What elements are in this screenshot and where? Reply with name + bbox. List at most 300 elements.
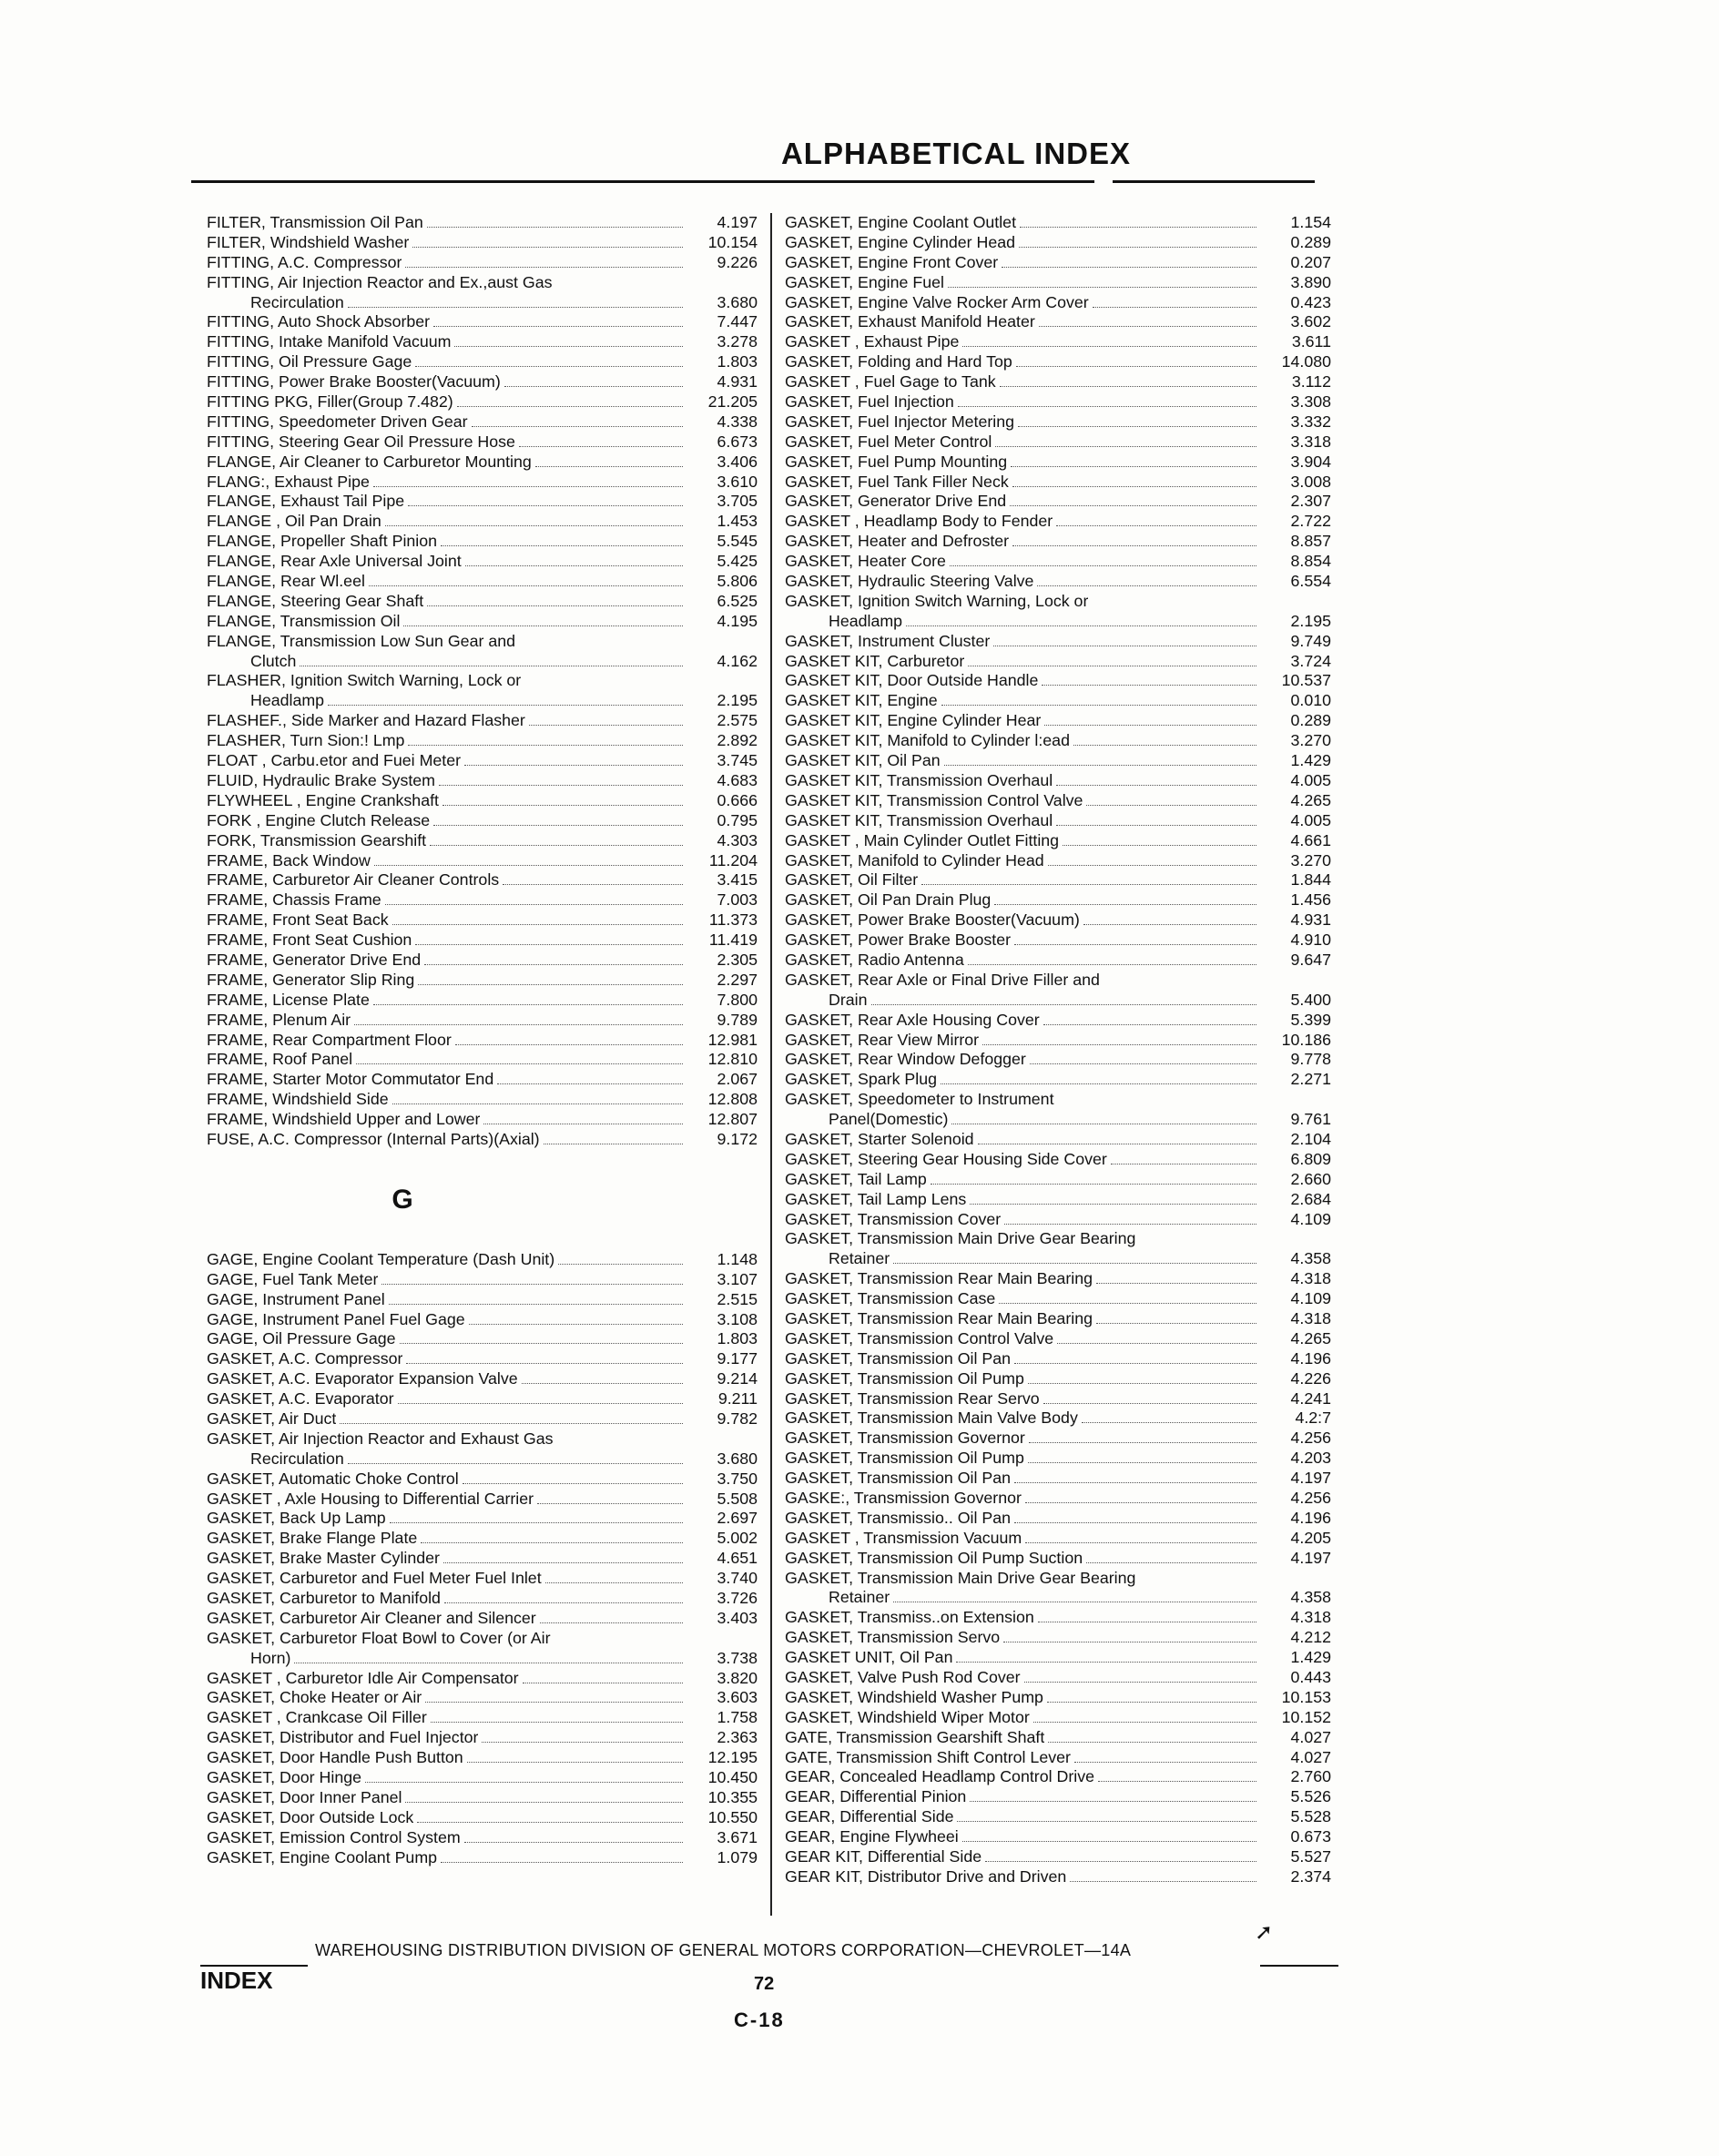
entry-number: 3.890	[1290, 272, 1331, 291]
entry-name: Clutch	[250, 651, 297, 670]
entry-number: 4.651	[717, 1549, 758, 1568]
dot-leader	[406, 1363, 683, 1364]
footer-rule-right	[1260, 1965, 1338, 1967]
entry-number: 2.067	[717, 1070, 758, 1089]
dot-leader	[1044, 725, 1256, 726]
index-entry	[207, 951, 758, 971]
entry-name: FUSE, A.C. Compressor (Internal Parts)(Axial)	[207, 1129, 540, 1148]
index-entry	[785, 1289, 1331, 1309]
dot-leader	[1012, 545, 1256, 546]
index-entry	[207, 233, 758, 253]
dot-leader	[950, 565, 1256, 566]
entry-number: 14.080	[1281, 352, 1331, 371]
entry-name: GASKET, Speedometer to Instrument	[785, 1090, 1054, 1109]
dot-leader	[1037, 585, 1256, 586]
index-entry	[207, 473, 758, 493]
entry-number: 5.806	[717, 572, 758, 591]
dot-leader	[970, 1801, 1256, 1802]
entry-name: GASKET, Fuel Injection	[785, 392, 954, 412]
entry-name: GASKET, Carburetor to Manifold	[207, 1589, 441, 1607]
index-entry	[785, 332, 1331, 352]
index-entry	[207, 1389, 758, 1409]
entry-name: FRAME, Generator Drive End	[207, 950, 422, 969]
index-entry	[785, 1489, 1331, 1509]
entry-name: GASKET, Door Hinge	[207, 1768, 361, 1787]
index-entry	[785, 1708, 1331, 1728]
entry-name: GASKET KIT, Transmission Overhaul	[785, 770, 1053, 789]
entry-number: 11.204	[708, 850, 758, 870]
dot-leader	[390, 1522, 683, 1523]
index-entry	[207, 332, 758, 352]
index-entry	[785, 1150, 1331, 1170]
dot-leader	[400, 1343, 683, 1344]
dot-leader	[365, 1782, 683, 1783]
entry-name: GASKET, Fuel Tank Filler Neck	[785, 472, 1009, 491]
title-rule-right	[1113, 180, 1315, 183]
entry-name: FITTING, Power Brake Booster(Vacuum)	[207, 372, 501, 392]
index-entry	[207, 1688, 758, 1708]
entry-name: FRAME, Windshield Upper and Lower	[207, 1110, 481, 1129]
entry-number: 3.740	[717, 1569, 758, 1588]
entry-number: 4.196	[1290, 1508, 1331, 1527]
entry-number: 4.027	[1290, 1727, 1331, 1746]
entry-name: GASKET, Rear View Mirror	[785, 1030, 980, 1049]
index-entry	[785, 1648, 1331, 1668]
index-entry	[785, 1409, 1331, 1429]
entry-number: 1.079	[717, 1847, 758, 1866]
index-entry	[207, 1349, 758, 1369]
index-entry	[785, 392, 1331, 412]
entry-number: 9.782	[717, 1409, 758, 1428]
index-entry	[207, 453, 758, 473]
entry-number: 3.107	[717, 1269, 758, 1288]
index-entry	[785, 352, 1331, 372]
entry-number: 4.358	[1290, 1588, 1331, 1607]
entry-name: GASKET KIT, Manifold to Cylinder l:ead	[785, 731, 1070, 750]
entry-number: 3.332	[1290, 412, 1331, 431]
entry-number: 10.154	[707, 232, 758, 251]
index-entry	[785, 492, 1331, 512]
entry-name: GAGE, Instrument Panel	[207, 1289, 385, 1308]
dot-leader	[412, 247, 683, 248]
dot-leader	[1011, 466, 1256, 467]
dot-leader	[497, 1083, 683, 1084]
entry-name: FLANGE , Oil Pan Drain	[207, 512, 381, 531]
entry-name: GEAR, Differential Side	[785, 1807, 954, 1826]
dot-leader	[418, 984, 683, 985]
entry-number: 4.318	[1290, 1269, 1331, 1288]
entry-number: 4.195	[717, 611, 758, 630]
dot-leader	[545, 1582, 683, 1583]
entry-number: 3.403	[717, 1608, 758, 1627]
entry-name: GASKET, Carburetor and Fuel Meter Fuel Inlet	[207, 1569, 542, 1588]
index-entry	[207, 1050, 758, 1070]
index-entry	[785, 1588, 1331, 1608]
entry-number: 4.027	[1290, 1747, 1331, 1766]
entry-name: GASKET, Automatic Choke Control	[207, 1469, 459, 1488]
entry-number: 9.211	[717, 1389, 758, 1409]
dot-leader	[467, 1762, 683, 1763]
dot-leader	[369, 585, 683, 586]
index-entry	[785, 632, 1331, 652]
entry-number: 10.537	[1281, 671, 1331, 690]
entry-number: 4.212	[1290, 1628, 1331, 1647]
entry-number: 2.271	[1290, 1070, 1331, 1089]
index-entry	[207, 1031, 758, 1051]
index-entry	[785, 1130, 1331, 1150]
entry-number: 0.423	[1290, 292, 1331, 311]
entry-number: 4.203	[1290, 1449, 1331, 1468]
dot-leader	[1014, 944, 1256, 945]
index-entry	[207, 652, 758, 672]
index-entry	[207, 1449, 758, 1470]
entry-name: GEAR, Engine Flywheei	[785, 1827, 959, 1846]
entry-number: 1.456	[1290, 890, 1331, 910]
index-list-g	[207, 1250, 758, 1868]
entry-number: 4.338	[717, 412, 758, 431]
entry-name: GASKET, Instrument Cluster	[785, 631, 991, 650]
entry-name: FILTER, Windshield Washer	[207, 232, 410, 251]
entry-number: 4.256	[1290, 1429, 1331, 1448]
entry-name: GASKET, Windshield Wiper Motor	[785, 1707, 1030, 1726]
entry-number: 1.803	[717, 1329, 758, 1348]
entry-name: FLYWHEEL , Engine Crankshaft	[207, 790, 439, 809]
page-title: ALPHABETICAL INDEX	[780, 137, 1132, 170]
entry-name: GASKET, Fuel Meter Control	[785, 432, 992, 451]
entry-number: 3.726	[717, 1589, 758, 1607]
index-entry	[785, 1469, 1331, 1489]
dot-leader	[1030, 1063, 1256, 1064]
dot-leader	[441, 545, 683, 546]
entry-name: GASKET , Exhaust Pipe	[785, 332, 960, 351]
dot-leader	[415, 944, 683, 945]
entry-name: GASKET, Engine Coolant Outlet	[785, 213, 1017, 231]
entry-number: 12.807	[707, 1110, 758, 1129]
dot-leader	[1048, 865, 1256, 866]
entry-number: 8.857	[1290, 532, 1331, 551]
index-entry	[207, 671, 758, 691]
entry-name: Recirculation	[250, 1449, 344, 1468]
entry-number: 0.010	[1290, 691, 1331, 710]
entry-number: 0.207	[1290, 252, 1331, 271]
entry-name: FITTING, Steering Gear Oil Pressure Hose	[207, 432, 515, 451]
dot-leader	[348, 307, 683, 308]
index-entry	[785, 991, 1331, 1011]
entry-name: GASKET , Headlamp Body to Fender	[785, 512, 1053, 531]
entry-number: 3.278	[717, 332, 758, 351]
entry-number: 5.508	[717, 1489, 758, 1508]
entry-number: 3.270	[1290, 731, 1331, 750]
index-entry	[207, 1429, 758, 1449]
index-entry	[207, 1270, 758, 1290]
dot-leader	[962, 1841, 1256, 1842]
index-entry	[785, 1031, 1331, 1051]
entry-number: 21.205	[707, 392, 758, 412]
entry-number: 2.374	[1290, 1866, 1331, 1886]
entry-name: GASKET, Tail Lamp Lens	[785, 1189, 967, 1208]
entry-name: GASKET , Crankcase Oil Filler	[207, 1708, 427, 1727]
entry-number: 4.109	[1290, 1209, 1331, 1228]
index-entry	[207, 1490, 758, 1510]
entry-name: GASKET, Radio Antenna	[785, 950, 964, 969]
index-entry	[207, 253, 758, 273]
dot-leader	[1096, 1323, 1256, 1324]
dot-leader	[1000, 386, 1256, 387]
entry-name: GASKET, Engine Coolant Pump	[207, 1847, 438, 1866]
index-entry	[785, 1210, 1331, 1230]
entry-name: FITTING PKG, Filler(Group 7.482)	[207, 392, 453, 412]
index-entry	[207, 870, 758, 890]
dot-leader	[519, 446, 683, 447]
entry-name: GASKET, Engine Valve Rocker Arm Cover	[785, 292, 1089, 311]
index-entry	[207, 372, 758, 392]
entry-name: FRAME, Plenum Air	[207, 1010, 351, 1029]
entry-name: GASKET, Power Brake Booster	[785, 931, 1012, 950]
dot-leader	[1012, 486, 1256, 487]
entry-number: 12.810	[707, 1050, 758, 1069]
entry-number: 4.931	[1290, 910, 1331, 930]
dot-leader	[1028, 1462, 1256, 1463]
index-entry	[207, 890, 758, 910]
dot-leader	[931, 1184, 1256, 1185]
index-entry	[785, 1748, 1331, 1768]
dot-leader	[415, 366, 683, 367]
entry-number: 1.803	[717, 352, 758, 371]
entry-name: GASKET, Fuel Pump Mounting	[785, 452, 1008, 471]
entry-name: GASKET KIT, Oil Pan	[785, 751, 941, 770]
entry-name: FRAME, Starter Motor Commutator End	[207, 1070, 494, 1089]
entry-number: 3.680	[717, 292, 758, 311]
dot-leader	[558, 1264, 683, 1265]
entry-name: GASKET, Rear Axle or Final Drive Filler and	[785, 970, 1100, 989]
entry-name: FLANGE, Steering Gear Shaft	[207, 591, 424, 610]
entry-name: GASKET, Exhaust Manifold Heater	[785, 312, 1035, 331]
dot-leader	[1025, 1502, 1256, 1503]
entry-name: GASKET, Generator Drive End	[785, 492, 1007, 511]
dot-leader	[982, 1044, 1256, 1045]
entry-name: GASKET, Transmiss..on Extension	[785, 1608, 1034, 1627]
entry-number: 9.761	[1290, 1110, 1331, 1129]
dot-leader	[1024, 1682, 1256, 1683]
index-entry	[207, 632, 758, 652]
index-entry	[785, 791, 1331, 811]
index-entry	[207, 1470, 758, 1490]
index-entry	[207, 1788, 758, 1808]
entry-name: GATE, Transmission Shift Control Lever	[785, 1747, 1071, 1766]
index-entry	[785, 572, 1331, 592]
entry-name: GASKET, Transmission Oil Pump	[785, 1368, 1024, 1388]
entry-name: GASKET, Transmission Main Valve Body	[785, 1409, 1078, 1428]
entry-number: 4.2:7	[1295, 1409, 1331, 1428]
dot-leader	[1029, 1442, 1256, 1443]
entry-number: 9.177	[717, 1349, 758, 1368]
index-entry	[785, 890, 1331, 910]
entry-number: 1.429	[1290, 1648, 1331, 1667]
entry-name: Retainer	[829, 1588, 890, 1607]
dot-leader	[444, 1602, 683, 1603]
entry-number: 4.661	[1290, 830, 1331, 849]
entry-name: Recirculation	[250, 292, 344, 311]
index-entry	[207, 1110, 758, 1130]
entry-number: 0.289	[1290, 232, 1331, 251]
dot-leader	[385, 904, 683, 905]
dot-leader	[503, 884, 683, 885]
dot-leader	[1074, 1762, 1256, 1763]
index-entry	[207, 492, 758, 512]
index-entry	[207, 1649, 758, 1669]
entry-name: GASKET, Transmission Governor	[785, 1429, 1025, 1448]
index-entry	[207, 273, 758, 293]
index-entry	[785, 532, 1331, 552]
entry-number: 3.603	[717, 1688, 758, 1707]
entry-number: 2.697	[717, 1509, 758, 1528]
index-entry	[207, 1569, 758, 1589]
entry-number: 5.425	[717, 552, 758, 571]
dot-leader	[995, 446, 1256, 447]
entry-number: 7.800	[717, 990, 758, 1009]
index-entry	[785, 1349, 1331, 1369]
entry-name: FLANGE, Air Cleaner to Carburetor Mounting	[207, 452, 532, 471]
index-entry	[785, 1807, 1331, 1827]
index-entry	[785, 233, 1331, 253]
index-entry	[785, 552, 1331, 572]
entry-name: GASKET, Oil Filter	[785, 870, 919, 890]
index-entry	[785, 971, 1331, 991]
entry-name: FLOAT , Carbu.etor and Fuei Meter	[207, 751, 462, 770]
index-entry	[785, 1549, 1331, 1569]
entry-name: GEAR, Differential Pinion	[785, 1787, 967, 1806]
index-entry	[785, 1429, 1331, 1449]
index-list-f	[207, 213, 758, 1150]
dot-leader	[540, 1622, 683, 1623]
entry-number: 2.305	[717, 950, 758, 969]
entry-name: GASKET, Transmission Rear Main Bearing	[785, 1269, 1093, 1288]
dot-leader	[944, 765, 1256, 766]
entry-number: 3.611	[1291, 332, 1331, 351]
entry-number: 5.528	[1290, 1807, 1331, 1826]
dot-leader	[1033, 1722, 1256, 1723]
entry-name: GASKET, Heater and Defroster	[785, 532, 1010, 551]
entry-name: FLANGE, Exhaust Tail Pipe	[207, 492, 405, 511]
dot-leader	[441, 1862, 683, 1863]
index-entry	[785, 1070, 1331, 1090]
entry-name: GASKET , Axle Housing to Differential Carrier	[207, 1489, 534, 1508]
index-entry	[785, 1867, 1331, 1887]
entry-name: GASKET, Heater Core	[785, 552, 946, 571]
index-entry	[207, 1708, 758, 1728]
dot-leader	[1014, 1363, 1256, 1364]
entry-name: GASKET, Transmission Main Drive Gear Bearing	[785, 1568, 1136, 1587]
index-entry	[207, 1848, 758, 1868]
entry-number: 4.265	[1290, 790, 1331, 809]
entry-number: 4.197	[717, 213, 758, 231]
dot-leader	[1028, 1383, 1256, 1384]
entry-number: 5.399	[1290, 1010, 1331, 1029]
entry-name: Panel(Domestic)	[829, 1110, 949, 1129]
dot-leader	[454, 346, 683, 347]
entry-name: GASKET, Oil Pan Drain Plug	[785, 890, 992, 910]
entry-name: FRAME, Rear Compartment Floor	[207, 1030, 452, 1049]
index-entry	[785, 1229, 1331, 1249]
entry-name: GASKET, Brake Master Cylinder	[207, 1549, 440, 1568]
entry-number: 3.671	[717, 1827, 758, 1846]
entry-number: 3.308	[1290, 392, 1331, 412]
entry-name: GASKET, Carburetor Air Cleaner and Silencer	[207, 1608, 536, 1627]
dot-leader	[373, 1004, 683, 1005]
entry-number: 9.778	[1290, 1050, 1331, 1069]
entry-name: FRAME, Roof Panel	[207, 1050, 353, 1069]
dot-leader	[1048, 1742, 1256, 1743]
entry-name: GASKET, Transmission Rear Servo	[785, 1388, 1040, 1408]
entry-name: FITTING, Intake Manifold Vacuum	[207, 332, 452, 351]
dot-leader	[1025, 1542, 1256, 1543]
entry-name: GASKET, Transmission Oil Pump	[785, 1449, 1024, 1468]
entry-number: 3.270	[1290, 850, 1331, 870]
dot-leader	[871, 1004, 1257, 1005]
index-entry	[785, 851, 1331, 871]
entry-number: 6.525	[717, 591, 758, 610]
entry-number: 2.195	[717, 691, 758, 710]
entry-name: FRAME, Generator Slip Ring	[207, 970, 415, 989]
index-entry	[785, 1329, 1331, 1349]
entry-number: 10.186	[1281, 1030, 1331, 1049]
dot-leader	[1019, 247, 1256, 248]
index-entry	[785, 1449, 1331, 1469]
index-entry	[785, 1389, 1331, 1409]
index-entry	[207, 1529, 758, 1549]
index-entry	[207, 791, 758, 811]
dot-leader	[1010, 505, 1256, 506]
dot-leader	[381, 1284, 683, 1285]
entry-number: 9.172	[717, 1129, 758, 1148]
dot-leader	[482, 1742, 683, 1743]
entry-name: GASKET KIT, Engine Cylinder Hear	[785, 711, 1042, 730]
entry-name: Drain	[829, 990, 868, 1009]
entry-number: 1.429	[1290, 751, 1331, 770]
dot-leader	[1043, 1403, 1256, 1404]
dot-leader	[427, 605, 683, 606]
entry-number: 3.738	[717, 1648, 758, 1667]
entry-number: 12.195	[707, 1748, 758, 1767]
entry-number: 10.152	[1281, 1707, 1331, 1726]
entry-name: FRAME, Windshield Side	[207, 1090, 389, 1109]
dot-leader	[433, 825, 683, 826]
entry-number: 4.358	[1290, 1249, 1331, 1268]
entry-number: 10.450	[707, 1768, 758, 1787]
entry-name: GASKET, Transmission Rear Main Bearing	[785, 1308, 1093, 1327]
dot-leader	[1043, 1024, 1256, 1025]
dot-leader	[1004, 1224, 1256, 1225]
entry-name: GASKET, Transmission Oil Pump Suction	[785, 1548, 1083, 1567]
dot-leader	[405, 1802, 683, 1803]
index-entry	[207, 612, 758, 632]
dot-leader	[941, 1083, 1256, 1084]
entry-number: 10.153	[1281, 1687, 1331, 1706]
dot-leader	[340, 1423, 683, 1424]
entry-number: 5.002	[717, 1529, 758, 1548]
entry-name: GASKET, Air Injection Reactor and Exhaust Gas	[207, 1429, 554, 1448]
index-entry	[207, 1369, 758, 1389]
entry-name: GASKET, Door Outside Lock	[207, 1807, 414, 1826]
index-entry	[785, 412, 1331, 432]
index-entry	[785, 1190, 1331, 1210]
dot-leader	[455, 1044, 683, 1045]
dot-leader	[948, 287, 1256, 288]
entry-number: 9.749	[1290, 631, 1331, 650]
index-entry	[785, 1767, 1331, 1787]
entry-name: GASKET, Transmissio.. Oil Pan	[785, 1508, 1012, 1527]
footer-publisher: WAREHOUSING DISTRIBUTION DIVISION OF GENERAL MOTORS CORPORATION—CHEVROLET—14A	[315, 1941, 1132, 1959]
